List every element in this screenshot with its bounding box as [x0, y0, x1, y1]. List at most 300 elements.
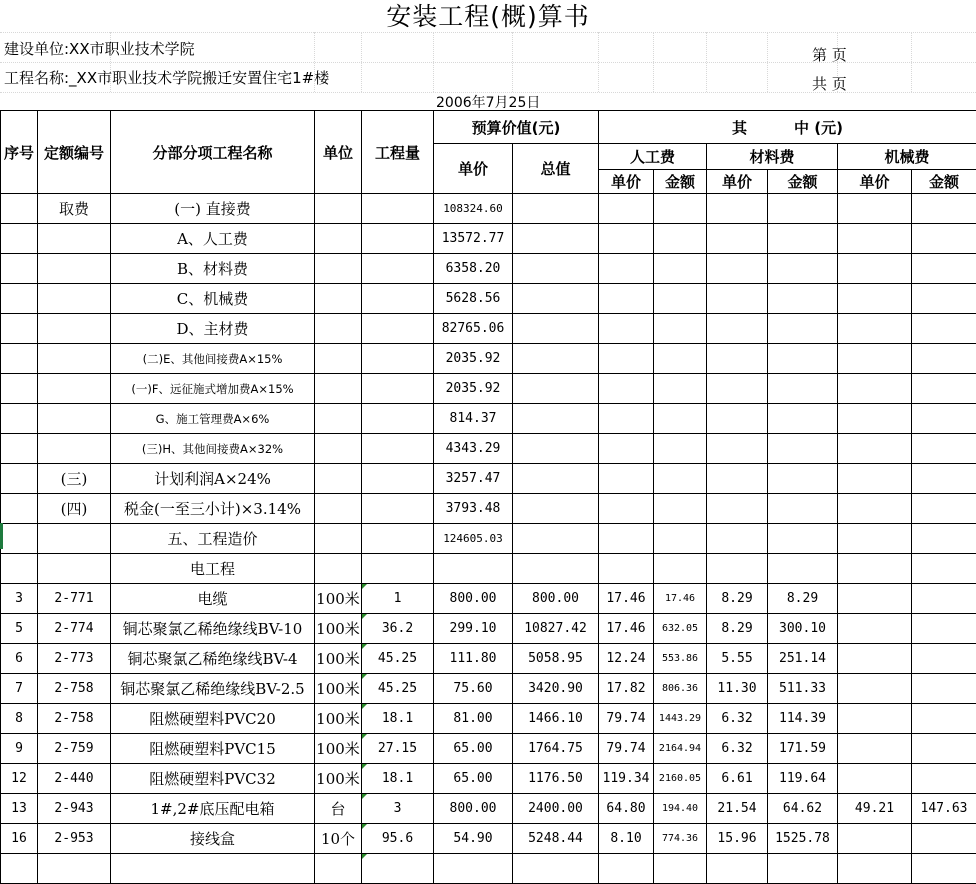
empty-cell[interactable] [513, 224, 599, 254]
unit-cell[interactable] [315, 344, 362, 374]
empty-cell[interactable] [707, 554, 768, 584]
unit-price-cell[interactable]: 2035.92 [434, 344, 513, 374]
empty-cell[interactable] [768, 194, 838, 224]
machine-amount-cell[interactable] [912, 824, 976, 854]
empty-cell[interactable] [768, 254, 838, 284]
empty-cell[interactable] [838, 464, 912, 494]
quota-cell[interactable] [38, 524, 111, 554]
labor-price-cell[interactable]: 119.34 [599, 764, 654, 794]
quota-cell[interactable] [38, 344, 111, 374]
empty-cell[interactable] [838, 344, 912, 374]
empty-cell[interactable] [768, 344, 838, 374]
qty-cell[interactable]: 18.1 [362, 764, 434, 794]
qty-cell[interactable]: 1 [362, 584, 434, 614]
labor-amount-cell[interactable]: 632.05 [654, 614, 707, 644]
unit-cell[interactable]: 100米 [315, 704, 362, 734]
labor-price-cell[interactable]: 12.24 [599, 644, 654, 674]
item-name-cell[interactable]: G、施工管理费A×6% [111, 404, 315, 434]
empty-cell[interactable] [599, 494, 654, 524]
seq-cell[interactable] [1, 374, 38, 404]
qty-cell[interactable]: 45.25 [362, 674, 434, 704]
empty-cell[interactable] [707, 494, 768, 524]
total-cell[interactable]: 5058.95 [513, 644, 599, 674]
seq-cell[interactable]: 6 [1, 644, 38, 674]
empty-cell[interactable] [513, 434, 599, 464]
total-cell[interactable]: 3420.90 [513, 674, 599, 704]
item-name-cell[interactable]: B、材料费 [111, 254, 315, 284]
total-cell[interactable]: 800.00 [513, 584, 599, 614]
item-name-cell[interactable]: 电缆 [111, 584, 315, 614]
seq-cell[interactable]: 13 [1, 794, 38, 824]
item-name-cell[interactable]: 接线盒 [111, 824, 315, 854]
quota-cell[interactable]: (三) [38, 464, 111, 494]
quota-cell[interactable] [38, 404, 111, 434]
machine-amount-cell[interactable] [912, 764, 976, 794]
empty-cell[interactable] [912, 464, 976, 494]
item-name-cell[interactable]: 铜芯聚氯乙稀绝缘线BV-2.5 [111, 674, 315, 704]
material-amount-cell[interactable]: 251.14 [768, 644, 838, 674]
empty-cell[interactable] [654, 344, 707, 374]
empty-cell[interactable] [838, 494, 912, 524]
unit-price-cell[interactable]: 75.60 [434, 674, 513, 704]
empty-cell[interactable] [599, 434, 654, 464]
machine-amount-cell[interactable] [912, 644, 976, 674]
unit-price-cell[interactable]: 65.00 [434, 764, 513, 794]
unit-price-cell[interactable]: 82765.06 [434, 314, 513, 344]
empty-cell[interactable] [768, 374, 838, 404]
material-price-cell[interactable]: 6.32 [707, 734, 768, 764]
machine-price-cell[interactable] [838, 764, 912, 794]
empty-cell[interactable] [707, 434, 768, 464]
unit-price-cell[interactable]: 4343.29 [434, 434, 513, 464]
empty-cell[interactable] [838, 434, 912, 464]
empty-cell[interactable] [912, 224, 976, 254]
qty-cell[interactable] [362, 494, 434, 524]
qty-cell[interactable] [362, 224, 434, 254]
machine-amount-cell[interactable] [912, 704, 976, 734]
qty-cell[interactable] [362, 194, 434, 224]
qty-cell[interactable] [362, 464, 434, 494]
quota-cell[interactable] [38, 374, 111, 404]
empty-cell[interactable] [768, 284, 838, 314]
seq-cell[interactable]: 16 [1, 824, 38, 854]
empty-cell[interactable] [513, 404, 599, 434]
empty-cell[interactable] [599, 524, 654, 554]
unit-price-cell[interactable]: 6358.20 [434, 254, 513, 284]
qty-cell[interactable] [362, 284, 434, 314]
labor-price-cell[interactable] [599, 854, 654, 884]
item-name-cell[interactable]: 阻燃硬塑料PVC15 [111, 734, 315, 764]
unit-price-cell[interactable]: 800.00 [434, 584, 513, 614]
unit-cell[interactable]: 100米 [315, 614, 362, 644]
machine-price-cell[interactable] [838, 704, 912, 734]
unit-cell[interactable]: 100米 [315, 584, 362, 614]
empty-cell[interactable] [707, 224, 768, 254]
material-price-cell[interactable]: 8.29 [707, 614, 768, 644]
unit-price-cell[interactable]: 299.10 [434, 614, 513, 644]
empty-cell[interactable] [768, 404, 838, 434]
unit-cell[interactable] [315, 554, 362, 584]
unit-price-cell[interactable]: 2035.92 [434, 374, 513, 404]
empty-cell[interactable] [707, 284, 768, 314]
empty-cell[interactable] [599, 254, 654, 284]
unit-cell[interactable] [315, 314, 362, 344]
empty-cell[interactable] [768, 314, 838, 344]
empty-cell[interactable] [654, 374, 707, 404]
item-name-cell[interactable]: 五、工程造价 [111, 524, 315, 554]
seq-cell[interactable] [1, 254, 38, 284]
qty-cell[interactable]: 36.2 [362, 614, 434, 644]
empty-cell[interactable] [768, 464, 838, 494]
empty-cell[interactable] [707, 404, 768, 434]
empty-cell[interactable] [513, 494, 599, 524]
machine-price-cell[interactable] [838, 674, 912, 704]
empty-cell[interactable] [912, 494, 976, 524]
unit-cell[interactable]: 100米 [315, 644, 362, 674]
empty-cell[interactable] [654, 284, 707, 314]
material-amount-cell[interactable]: 300.10 [768, 614, 838, 644]
unit-cell[interactable]: 100米 [315, 734, 362, 764]
empty-cell[interactable] [768, 224, 838, 254]
empty-cell[interactable] [838, 224, 912, 254]
empty-cell[interactable] [599, 374, 654, 404]
empty-cell[interactable] [599, 464, 654, 494]
labor-price-cell[interactable]: 17.82 [599, 674, 654, 704]
labor-amount-cell[interactable]: 2164.94 [654, 734, 707, 764]
unit-cell[interactable] [315, 854, 362, 884]
empty-cell[interactable] [768, 434, 838, 464]
empty-cell[interactable] [654, 194, 707, 224]
qty-cell[interactable] [362, 374, 434, 404]
labor-amount-cell[interactable]: 806.36 [654, 674, 707, 704]
seq-cell[interactable]: 12 [1, 764, 38, 794]
qty-cell[interactable] [362, 254, 434, 284]
item-name-cell[interactable]: (一) 直接费 [111, 194, 315, 224]
qty-cell[interactable] [362, 524, 434, 554]
empty-cell[interactable] [912, 254, 976, 284]
qty-cell[interactable] [362, 404, 434, 434]
item-name-cell[interactable]: (一)F、远征施式增加费A×15% [111, 374, 315, 404]
item-name-cell[interactable]: 阻燃硬塑料PVC32 [111, 764, 315, 794]
table-row [1, 614, 976, 644]
seq-cell[interactable] [1, 314, 38, 344]
material-amount-cell[interactable]: 64.62 [768, 794, 838, 824]
material-price-cell[interactable]: 6.61 [707, 764, 768, 794]
seq-cell[interactable] [1, 854, 38, 884]
qty-cell[interactable]: 18.1 [362, 704, 434, 734]
empty-cell[interactable] [599, 284, 654, 314]
qty-cell[interactable]: 95.6 [362, 824, 434, 854]
qty-cell[interactable] [362, 434, 434, 464]
quota-cell[interactable]: 2-759 [38, 734, 111, 764]
empty-cell[interactable] [707, 314, 768, 344]
empty-cell[interactable] [599, 194, 654, 224]
labor-price-cell[interactable]: 64.80 [599, 794, 654, 824]
seq-cell[interactable] [1, 224, 38, 254]
material-amount-cell[interactable]: 1525.78 [768, 824, 838, 854]
labor-amount-cell[interactable]: 194.40 [654, 794, 707, 824]
unit-price-cell[interactable]: 81.00 [434, 704, 513, 734]
qty-cell[interactable]: 27.15 [362, 734, 434, 764]
item-name-cell[interactable]: (二)E、其他间接费A×15% [111, 344, 315, 374]
item-name-cell[interactable]: 阻燃硬塑料PVC20 [111, 704, 315, 734]
quota-cell[interactable]: 2-758 [38, 674, 111, 704]
total-cell[interactable]: 1176.50 [513, 764, 599, 794]
unit-price-cell[interactable]: 814.37 [434, 404, 513, 434]
labor-amount-cell[interactable]: 2160.05 [654, 764, 707, 794]
machine-price-cell[interactable] [838, 644, 912, 674]
empty-cell[interactable] [912, 434, 976, 464]
labor-price-cell[interactable]: 8.10 [599, 824, 654, 854]
machine-price-cell[interactable] [838, 734, 912, 764]
total-cell[interactable]: 1466.10 [513, 704, 599, 734]
empty-cell[interactable] [912, 524, 976, 554]
seq-cell[interactable] [1, 404, 38, 434]
empty-cell[interactable] [654, 554, 707, 584]
empty-cell[interactable] [707, 374, 768, 404]
empty-cell[interactable] [513, 374, 599, 404]
empty-cell[interactable] [707, 344, 768, 374]
qty-cell[interactable] [362, 854, 434, 884]
machine-amount-cell[interactable] [912, 734, 976, 764]
quota-cell[interactable] [38, 224, 111, 254]
unit-cell[interactable] [315, 374, 362, 404]
unit-price-cell[interactable]: 5628.56 [434, 284, 513, 314]
quota-cell[interactable]: (四) [38, 494, 111, 524]
material-price-cell[interactable]: 8.29 [707, 584, 768, 614]
empty-cell[interactable] [599, 314, 654, 344]
total-cell[interactable]: 2400.00 [513, 794, 599, 824]
material-amount-cell[interactable]: 171.59 [768, 734, 838, 764]
empty-cell[interactable] [654, 494, 707, 524]
machine-amount-cell[interactable]: 147.63 [912, 794, 976, 824]
empty-cell[interactable] [912, 314, 976, 344]
qty-cell[interactable] [362, 344, 434, 374]
quota-cell[interactable]: 2-774 [38, 614, 111, 644]
qty-cell[interactable]: 45.25 [362, 644, 434, 674]
quota-cell[interactable]: 2-943 [38, 794, 111, 824]
empty-cell[interactable] [838, 554, 912, 584]
unit-cell[interactable] [315, 194, 362, 224]
labor-amount-cell[interactable]: 774.36 [654, 824, 707, 854]
seq-cell[interactable]: 9 [1, 734, 38, 764]
empty-cell[interactable] [912, 554, 976, 584]
empty-cell[interactable] [513, 554, 599, 584]
material-price-cell[interactable] [707, 854, 768, 884]
labor-price-cell[interactable]: 17.46 [599, 614, 654, 644]
qty-cell[interactable] [362, 314, 434, 344]
qty-cell[interactable]: 3 [362, 794, 434, 824]
empty-cell[interactable] [513, 524, 599, 554]
empty-cell[interactable] [599, 224, 654, 254]
empty-cell[interactable] [768, 494, 838, 524]
item-name-cell[interactable]: 电工程 [111, 554, 315, 584]
empty-cell[interactable] [912, 194, 976, 224]
item-name-cell[interactable]: A、人工费 [111, 224, 315, 254]
unit-cell[interactable] [315, 464, 362, 494]
item-name-cell[interactable]: (三)H、其他间接费A×32% [111, 434, 315, 464]
unit-cell[interactable] [315, 254, 362, 284]
empty-cell[interactable] [912, 284, 976, 314]
empty-cell[interactable] [838, 524, 912, 554]
seq-cell[interactable] [1, 494, 38, 524]
unit-cell[interactable] [315, 224, 362, 254]
quota-cell[interactable]: 取费 [38, 194, 111, 224]
labor-price-cell[interactable]: 79.74 [599, 704, 654, 734]
unit-cell[interactable] [315, 404, 362, 434]
unit-price-cell[interactable]: 3793.48 [434, 494, 513, 524]
material-amount-cell[interactable] [768, 854, 838, 884]
material-amount-cell[interactable]: 8.29 [768, 584, 838, 614]
empty-cell[interactable] [513, 194, 599, 224]
labor-price-cell[interactable]: 79.74 [599, 734, 654, 764]
empty-cell[interactable] [838, 374, 912, 404]
empty-cell[interactable] [513, 254, 599, 284]
empty-cell[interactable] [707, 194, 768, 224]
empty-cell[interactable] [599, 554, 654, 584]
unit-price-cell[interactable]: 65.00 [434, 734, 513, 764]
quota-cell[interactable] [38, 284, 111, 314]
empty-cell[interactable] [654, 254, 707, 284]
unit-price-cell[interactable] [434, 854, 513, 884]
item-name-cell[interactable]: 计划利润A×24% [111, 464, 315, 494]
empty-cell[interactable] [599, 404, 654, 434]
labor-amount-cell[interactable]: 553.86 [654, 644, 707, 674]
empty-cell[interactable] [912, 404, 976, 434]
total-cell[interactable]: 1764.75 [513, 734, 599, 764]
total-cell[interactable] [513, 854, 599, 884]
qty-cell[interactable] [362, 554, 434, 584]
quota-cell[interactable]: 2-771 [38, 584, 111, 614]
material-price-cell[interactable]: 6.32 [707, 704, 768, 734]
material-price-cell[interactable]: 21.54 [707, 794, 768, 824]
machine-amount-cell[interactable] [912, 614, 976, 644]
empty-cell[interactable] [654, 434, 707, 464]
empty-cell[interactable] [912, 374, 976, 404]
empty-cell[interactable] [654, 404, 707, 434]
item-name-cell[interactable]: 1#,2#底压配电箱 [111, 794, 315, 824]
seq-cell[interactable] [1, 434, 38, 464]
empty-cell[interactable] [513, 464, 599, 494]
quota-cell[interactable] [38, 554, 111, 584]
empty-cell[interactable] [707, 524, 768, 554]
item-name-cell[interactable]: 铜芯聚氯乙稀绝缘线BV-10 [111, 614, 315, 644]
item-name-cell[interactable]: C、机械费 [111, 284, 315, 314]
empty-cell[interactable] [513, 344, 599, 374]
material-price-cell[interactable]: 5.55 [707, 644, 768, 674]
seq-cell[interactable]: 5 [1, 614, 38, 644]
machine-amount-cell[interactable] [912, 674, 976, 704]
item-name-cell[interactable] [111, 854, 315, 884]
unit-price-cell[interactable]: 3257.47 [434, 464, 513, 494]
quota-cell[interactable]: 2-773 [38, 644, 111, 674]
empty-cell[interactable] [838, 404, 912, 434]
unit-cell[interactable]: 台 [315, 794, 362, 824]
empty-cell[interactable] [707, 254, 768, 284]
machine-amount-cell[interactable] [912, 584, 976, 614]
seq-cell[interactable]: 3 [1, 584, 38, 614]
item-name-cell[interactable]: 铜芯聚氯乙稀绝缘线BV-4 [111, 644, 315, 674]
unit-price-cell[interactable] [434, 554, 513, 584]
quota-cell[interactable] [38, 434, 111, 464]
material-amount-cell[interactable]: 119.64 [768, 764, 838, 794]
total-cell[interactable]: 5248.44 [513, 824, 599, 854]
empty-cell[interactable] [513, 314, 599, 344]
labor-amount-cell[interactable]: 17.46 [654, 584, 707, 614]
seq-cell[interactable] [1, 464, 38, 494]
unit-cell[interactable] [315, 434, 362, 464]
material-price-cell[interactable]: 15.96 [707, 824, 768, 854]
quota-cell[interactable] [38, 314, 111, 344]
machine-price-cell[interactable] [838, 614, 912, 644]
total-cell[interactable]: 10827.42 [513, 614, 599, 644]
seq-cell[interactable] [1, 284, 38, 314]
machine-price-cell[interactable]: 49.21 [838, 794, 912, 824]
empty-cell[interactable] [654, 224, 707, 254]
material-amount-cell[interactable]: 114.39 [768, 704, 838, 734]
quota-cell[interactable]: 2-953 [38, 824, 111, 854]
empty-cell[interactable] [838, 314, 912, 344]
labor-amount-cell[interactable]: 1443.29 [654, 704, 707, 734]
quota-cell[interactable] [38, 854, 111, 884]
material-price-cell[interactable]: 11.30 [707, 674, 768, 704]
empty-cell[interactable] [599, 344, 654, 374]
empty-cell[interactable] [838, 194, 912, 224]
unit-cell[interactable]: 100米 [315, 764, 362, 794]
quota-cell[interactable]: 2-758 [38, 704, 111, 734]
unit-price-cell[interactable]: 800.00 [434, 794, 513, 824]
empty-cell[interactable] [707, 464, 768, 494]
labor-amount-cell[interactable] [654, 854, 707, 884]
unit-cell[interactable] [315, 284, 362, 314]
seq-cell[interactable] [1, 194, 38, 224]
unit-price-cell[interactable]: 111.80 [434, 644, 513, 674]
empty-cell[interactable] [654, 464, 707, 494]
unit-price-cell[interactable]: 13572.77 [434, 224, 513, 254]
labor-price-cell[interactable]: 17.46 [599, 584, 654, 614]
unit-price-cell[interactable]: 108324.60 [434, 194, 513, 224]
empty-cell[interactable] [513, 284, 599, 314]
quota-cell[interactable]: 2-440 [38, 764, 111, 794]
empty-cell[interactable] [768, 554, 838, 584]
quota-cell[interactable] [38, 254, 111, 284]
seq-cell[interactable] [1, 524, 38, 554]
empty-cell[interactable] [912, 344, 976, 374]
empty-cell[interactable] [654, 314, 707, 344]
unit-cell[interactable] [315, 524, 362, 554]
item-name-cell[interactable]: D、主材费 [111, 314, 315, 344]
empty-cell[interactable] [654, 524, 707, 554]
unit-cell[interactable]: 100米 [315, 674, 362, 704]
unit-price-cell[interactable]: 124605.03 [434, 524, 513, 554]
unit-price-cell[interactable]: 54.90 [434, 824, 513, 854]
seq-cell[interactable]: 8 [1, 704, 38, 734]
empty-cell[interactable] [838, 284, 912, 314]
seq-cell[interactable] [1, 344, 38, 374]
machine-price-cell[interactable] [838, 584, 912, 614]
machine-price-cell[interactable] [838, 824, 912, 854]
machine-amount-cell[interactable] [912, 854, 976, 884]
empty-cell[interactable] [768, 524, 838, 554]
empty-cell[interactable] [838, 254, 912, 284]
machine-price-cell[interactable] [838, 854, 912, 884]
item-name-cell[interactable]: 税金(一至三小计)×3.14% [111, 494, 315, 524]
material-amount-cell[interactable]: 511.33 [768, 674, 838, 704]
seq-cell[interactable]: 7 [1, 674, 38, 704]
unit-cell[interactable]: 10个 [315, 824, 362, 854]
seq-cell[interactable] [1, 554, 38, 584]
unit-cell[interactable] [315, 494, 362, 524]
